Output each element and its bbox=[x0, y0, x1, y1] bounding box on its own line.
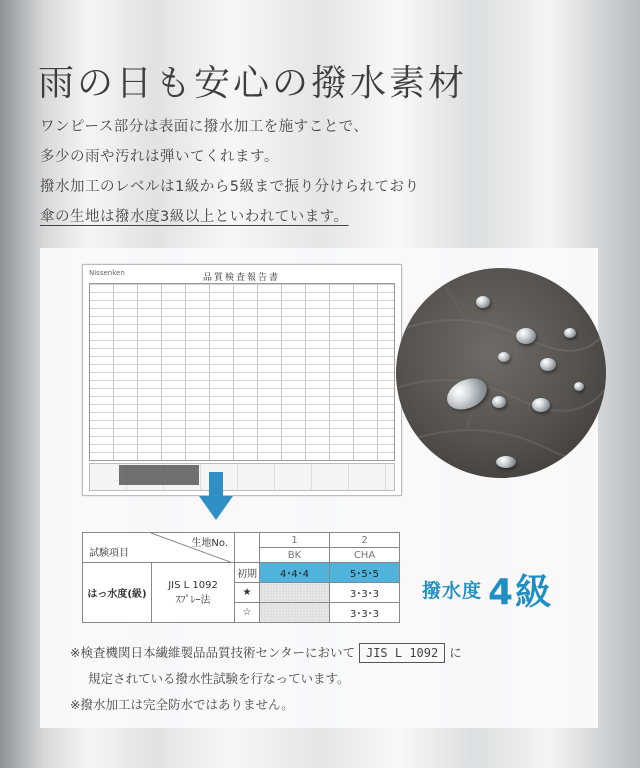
method-cell bbox=[152, 563, 235, 623]
description bbox=[40, 112, 600, 232]
table-header-cell bbox=[83, 533, 235, 563]
row-value bbox=[260, 603, 330, 623]
header-test-item: 試験項目 bbox=[89, 548, 129, 559]
quality-report-scan bbox=[82, 264, 402, 496]
grade-value: 4級 bbox=[488, 572, 554, 613]
grade-label: 撥水度 bbox=[422, 580, 483, 602]
col1-number: 1 bbox=[260, 533, 330, 548]
note-line: 規定されている撥水性試験を行なっています。 bbox=[88, 671, 350, 686]
description-line: 撥水加工のレベルは1級から5級まで振り分けられており bbox=[40, 179, 420, 195]
page-title: 雨の日も安心の撥水素材 bbox=[38, 63, 468, 104]
note-text: に bbox=[449, 645, 462, 660]
col1-color: BK bbox=[260, 548, 330, 563]
col2-color: CHA bbox=[330, 548, 400, 563]
water-repellency-grade bbox=[422, 564, 553, 615]
row-value: 5･5･5 bbox=[330, 563, 400, 583]
test-name-cell: はっ水度(級) bbox=[83, 563, 152, 623]
header-fabric-no: 生地No. bbox=[191, 538, 228, 549]
notes bbox=[70, 640, 590, 718]
water-droplet-photo bbox=[396, 268, 606, 478]
arrow-down-icon bbox=[199, 472, 233, 520]
water-droplet bbox=[532, 398, 550, 412]
fabric-texture-icon bbox=[396, 268, 606, 478]
description-line: 多少の雨や汚れは弾いてくれます。 bbox=[40, 149, 279, 165]
row-value: 3･3･3 bbox=[330, 603, 400, 623]
report-title: 品質検査報告書 bbox=[203, 273, 281, 283]
note-text: ※検査機関日本繊維製品品質技術センターにおいて bbox=[70, 645, 355, 660]
method-sub: ｽﾌﾟﾚｰ法 bbox=[175, 594, 211, 606]
method-name: JIS L 1092 bbox=[168, 579, 218, 591]
water-droplet bbox=[496, 456, 516, 468]
note-line: ※撥水加工は完全防水ではありません。 bbox=[70, 697, 294, 712]
water-droplet bbox=[574, 382, 584, 391]
report-photo-sample bbox=[119, 465, 199, 485]
report-logo: Nissenken bbox=[89, 269, 125, 277]
row-value: 3･3･3 bbox=[330, 583, 400, 603]
row-label: 初期 bbox=[235, 563, 260, 583]
row-label: ★ bbox=[235, 583, 260, 603]
row-value: 4･4･4 bbox=[260, 563, 330, 583]
water-droplet bbox=[492, 396, 506, 408]
water-droplet bbox=[498, 352, 510, 362]
report-grid bbox=[89, 283, 395, 461]
water-droplet bbox=[516, 328, 536, 344]
description-line-underlined: 傘の生地は撥水度3級以上といわれています。 bbox=[40, 209, 349, 225]
test-result-table bbox=[82, 532, 400, 623]
row-label: ☆ bbox=[235, 603, 260, 623]
jis-standard-badge: JIS L 1092 bbox=[359, 643, 445, 663]
row-value bbox=[260, 583, 330, 603]
info-panel bbox=[40, 248, 598, 728]
description-line: ワンピース部分は表面に撥水加工を施すことで、 bbox=[40, 119, 369, 135]
note-line bbox=[70, 640, 590, 666]
col2-number: 2 bbox=[330, 533, 400, 548]
water-droplet bbox=[476, 296, 490, 308]
water-droplet bbox=[564, 328, 576, 338]
water-droplet bbox=[540, 358, 556, 371]
